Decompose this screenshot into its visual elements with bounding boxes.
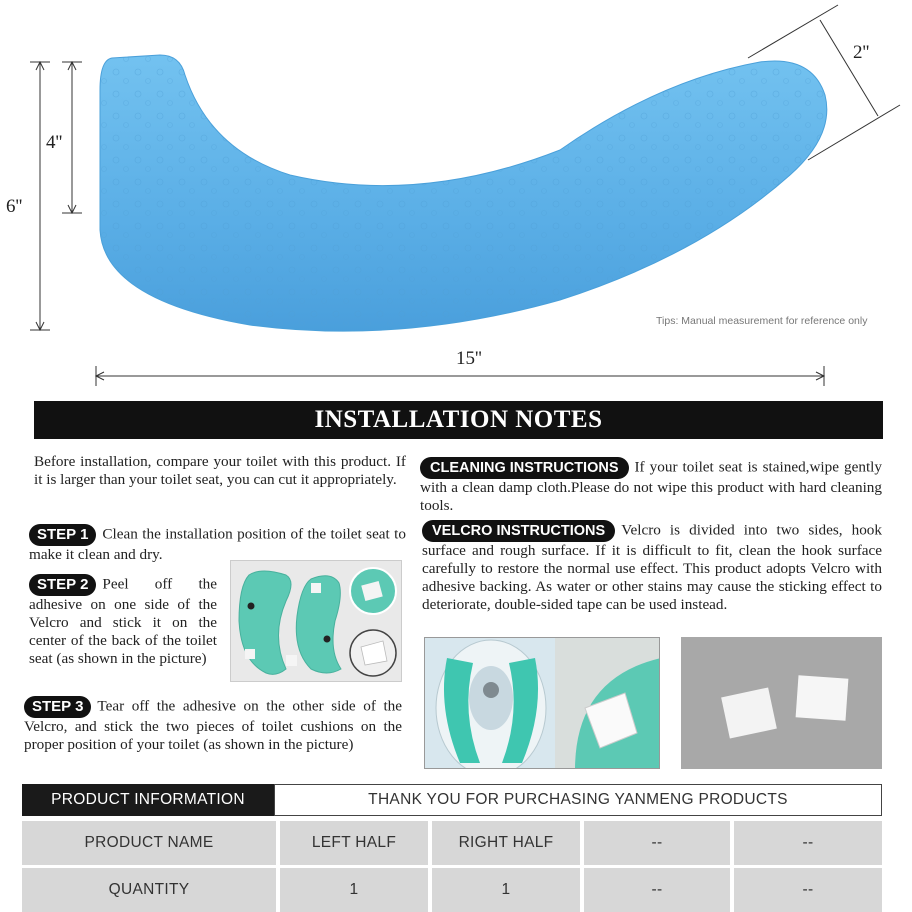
step2-badge: STEP 2 — [29, 574, 96, 596]
product-info-header: PRODUCT INFORMATION — [22, 784, 274, 816]
length-label: 15'' — [456, 348, 482, 369]
table-row1-col2: RIGHT HALF — [432, 821, 580, 865]
height-outer-label: 6'' — [6, 196, 23, 217]
height-outer-dimension-line — [30, 62, 50, 330]
step1-text: Clean the installation position of the toilet seat to make it clean and dry. — [29, 525, 406, 563]
velcro-badge: VELCRO INSTRUCTIONS — [422, 520, 615, 542]
width-end-label: 2'' — [853, 42, 870, 63]
step1-badge: STEP 1 — [29, 524, 96, 546]
measurement-tip: Tips: Manual measurement for reference only — [656, 315, 868, 327]
step3-badge: STEP 3 — [24, 696, 91, 718]
height-inner-dimension-line — [62, 62, 82, 213]
cleaning-badge: CLEANING INSTRUCTIONS — [420, 457, 629, 479]
dimension-diagram — [0, 0, 912, 395]
height-inner-label: 4'' — [46, 132, 63, 153]
step3-block — [24, 696, 402, 754]
product-info-table — [22, 784, 882, 912]
installed-toilet-photo — [424, 637, 660, 769]
velcro-pieces-photo — [681, 637, 882, 769]
intro-text: Before installation, compare your toilet with this product. If it is larger than your toilet seat, you can cut it appropriately. — [34, 453, 406, 488]
velcro-block — [422, 520, 882, 614]
velcro-text: Velcro is divided into two sides, hook surface and rough surface. If it is difficult to fit, clean the hook surface carefully to restore the normal use effect. This product adopts Velcro with adhesive backing. As water or other stains may cause the sticking effect to deteriorate, double-sided tape can be used instead. — [422, 521, 882, 613]
table-row1-col4: -- — [734, 821, 882, 865]
velcro-application-photo — [230, 560, 402, 682]
seat-cushion-drawing — [0, 0, 912, 395]
cleaning-block — [420, 457, 882, 515]
table-row2-col4: -- — [734, 868, 882, 912]
step2-text: Peel off the adhesive on one side of the Velcro and stick it on the center of the back of the toilet seat (as shown in the picture) — [29, 575, 217, 667]
section-title: INSTALLATION NOTES — [34, 401, 883, 439]
table-row1-label: PRODUCT NAME — [22, 821, 276, 865]
thank-you-message: THANK YOU FOR PURCHASING YANMENG PRODUCTS — [274, 784, 882, 816]
table-row2-col2: 1 — [432, 868, 580, 912]
step1-block — [29, 524, 406, 564]
table-row2-col1: 1 — [280, 868, 428, 912]
table-row2-col3: -- — [584, 868, 730, 912]
step2-block — [29, 574, 217, 668]
table-row1-col1: LEFT HALF — [280, 821, 428, 865]
table-row2-label: QUANTITY — [22, 868, 276, 912]
cleaning-text: If your toilet seat is stained,wipe gently with a clean damp cloth.Please do not wipe this product with hard cleaning tools. — [420, 458, 882, 514]
table-row1-col3: -- — [584, 821, 730, 865]
step3-text: Tear off the adhesive on the other side of the Velcro, and stick the two pieces of toilet cushions on the proper position of your toilet (as shown in the picture) — [24, 697, 402, 753]
